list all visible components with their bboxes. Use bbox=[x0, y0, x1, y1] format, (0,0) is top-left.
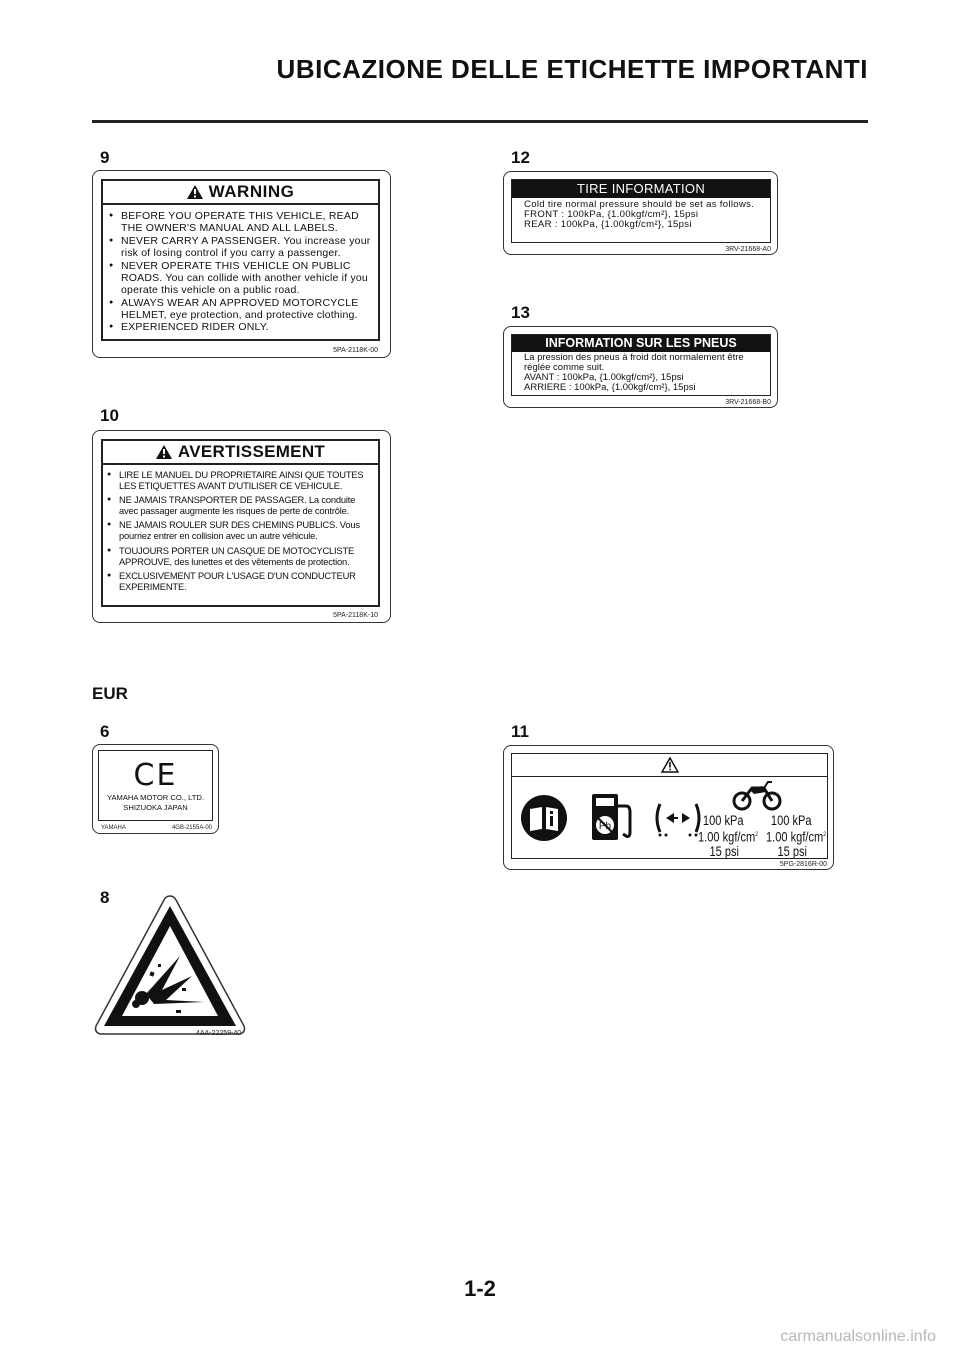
label-9-item: ● NEVER OPERATE THIS VEHICLE ON PUBLIC ROADS. You can collide with another vehicle if you operate this vehicle on a public road. bbox=[109, 260, 374, 297]
warning-triangle-icon bbox=[156, 445, 172, 459]
explosive-warning-triangle bbox=[92, 892, 248, 1042]
label-9-warning bbox=[92, 170, 391, 358]
front-kgf-sup: 2 bbox=[755, 832, 758, 838]
label-9-item: ● NEVER CARRY A PASSENGER. You increase your risk of losing control if you carry a passenger. bbox=[109, 235, 374, 260]
label-10-item: ● EXCLUSIVEMENT POUR L'USAGE D'UN CONDUCTEUR EXPERIMENTE. bbox=[107, 570, 376, 592]
rear-kpa: 100 kPa bbox=[770, 813, 812, 828]
tire-pressure-icon bbox=[652, 798, 704, 838]
label-12-front: FRONT : 100kPa, {1.00kgf/cm²}, 15psi bbox=[524, 209, 699, 220]
label-11-code: 5PG-2816R-00 bbox=[779, 861, 827, 868]
label-12-tire-information bbox=[503, 171, 778, 255]
motorcycle-icon bbox=[732, 778, 782, 812]
label-10-header: AVERTISSEMENT bbox=[177, 442, 326, 461]
label-13-front: AVANT : 100kPa, {1.00kgf/cm²}, 15psi bbox=[524, 372, 684, 383]
label-12-code: 3RV-21668-A0 bbox=[725, 246, 771, 253]
label-12-rear: REAR : 100kPa, {1.00kgf/cm²}, 15psi bbox=[524, 219, 692, 230]
label-12-line1: Cold tire normal pressure should be set as follows. bbox=[524, 199, 755, 210]
ce-mark: CE bbox=[133, 758, 178, 793]
label-8-number: 8 bbox=[100, 888, 110, 907]
caution-triangle-icon bbox=[661, 757, 679, 773]
label-9-item: ● ALWAYS WEAR AN APPROVED MOTORCYCLE HELMET, eye protection, and protective clothing. bbox=[109, 297, 374, 322]
label-13-code: 3RV-21668-B0 bbox=[725, 399, 771, 406]
page-title: UBICAZIONE DELLE ETICHETTE IMPORTANTI bbox=[276, 54, 868, 84]
label-9-code: 5PA-2118K-00 bbox=[333, 347, 378, 354]
header-rule bbox=[92, 120, 868, 123]
front-kpa: 100 kPa bbox=[702, 813, 744, 828]
label-10-item: ● TOUJOURS PORTER UN CASQUE DE MOTOCYCLISTE APPROUVE, des lunettes et des vêtements de protection. bbox=[107, 545, 376, 567]
rear-kgf: 1.00 kgf/cm bbox=[766, 829, 824, 845]
label-10-number: 10 bbox=[100, 406, 119, 425]
front-kgf: 1.00 kgf/cm bbox=[698, 829, 756, 845]
fuel-pump-icon bbox=[590, 792, 636, 844]
label-13-number: 13 bbox=[511, 303, 530, 322]
label-10-item: ● LIRE LE MANUEL DU PROPRIETAIRE AINSI QUE TOUTES LES ETIQUETTES AVANT D'UTILISER CE VEHICULE. bbox=[107, 469, 376, 491]
label-6-place: SHIZUOKA JAPAN bbox=[123, 803, 188, 812]
rear-psi: 15 psi bbox=[777, 843, 808, 859]
rear-kgf-sup: 2 bbox=[823, 832, 826, 838]
label-12-number: 12 bbox=[511, 148, 530, 167]
label-10-avertissement bbox=[92, 430, 391, 623]
label-9-item: ● EXPERIENCED RIDER ONLY. bbox=[109, 321, 374, 333]
label-13-information-pneus bbox=[503, 326, 778, 408]
watermark: carmanualsonline.info bbox=[780, 1328, 936, 1345]
label-12-header: TIRE INFORMATION bbox=[512, 180, 770, 198]
label-10-code: 5PA-2118K-10 bbox=[333, 612, 378, 619]
label-11-pictogram bbox=[503, 745, 834, 870]
label-10-item: ● NE JAMAIS ROULER SUR DES CHEMINS PUBLICS. Vous pourriez entrer en collision avec un autre véhicule. bbox=[107, 519, 376, 541]
label-9-item: ● BEFORE YOU OPERATE THIS VEHICLE, READ THE OWNER'S MANUAL AND ALL LABELS. bbox=[109, 210, 374, 235]
read-manual-icon bbox=[520, 794, 568, 842]
label-11-number: 11 bbox=[511, 722, 529, 741]
label-6-brand: YAMAHA bbox=[101, 825, 126, 831]
label-6-number: 6 bbox=[100, 722, 110, 741]
front-psi: 15 psi bbox=[709, 843, 740, 859]
label-13-header: INFORMATION SUR LES PNEUS bbox=[512, 335, 770, 352]
warning-triangle-icon bbox=[187, 185, 203, 199]
label-10-item: ● NE JAMAIS TRANSPORTER DE PASSAGER. La conduite avec passager augmente les risques de perte de contrôle. bbox=[107, 494, 376, 516]
label-13-rear: ARRIERE : 100kPa, {1.00kgf/cm²}, 15psi bbox=[524, 382, 696, 393]
label-13-line1: La pression des pneus à froid doit normalement être réglée comme suit. bbox=[524, 352, 744, 373]
label-8-code: 4AA-22259-40 bbox=[196, 1030, 242, 1037]
section-eur: EUR bbox=[92, 684, 128, 703]
label-9-header: WARNING bbox=[208, 182, 295, 201]
page-number: 1-2 bbox=[464, 1276, 496, 1301]
label-6-code: 4GB-2155A-00 bbox=[171, 825, 212, 831]
label-9-number: 9 bbox=[100, 148, 110, 167]
label-6-maker: YAMAHA MOTOR CO., LTD. bbox=[106, 793, 205, 802]
label-6-ce-plate bbox=[92, 744, 219, 834]
svg-text:Pb: Pb bbox=[598, 821, 612, 832]
